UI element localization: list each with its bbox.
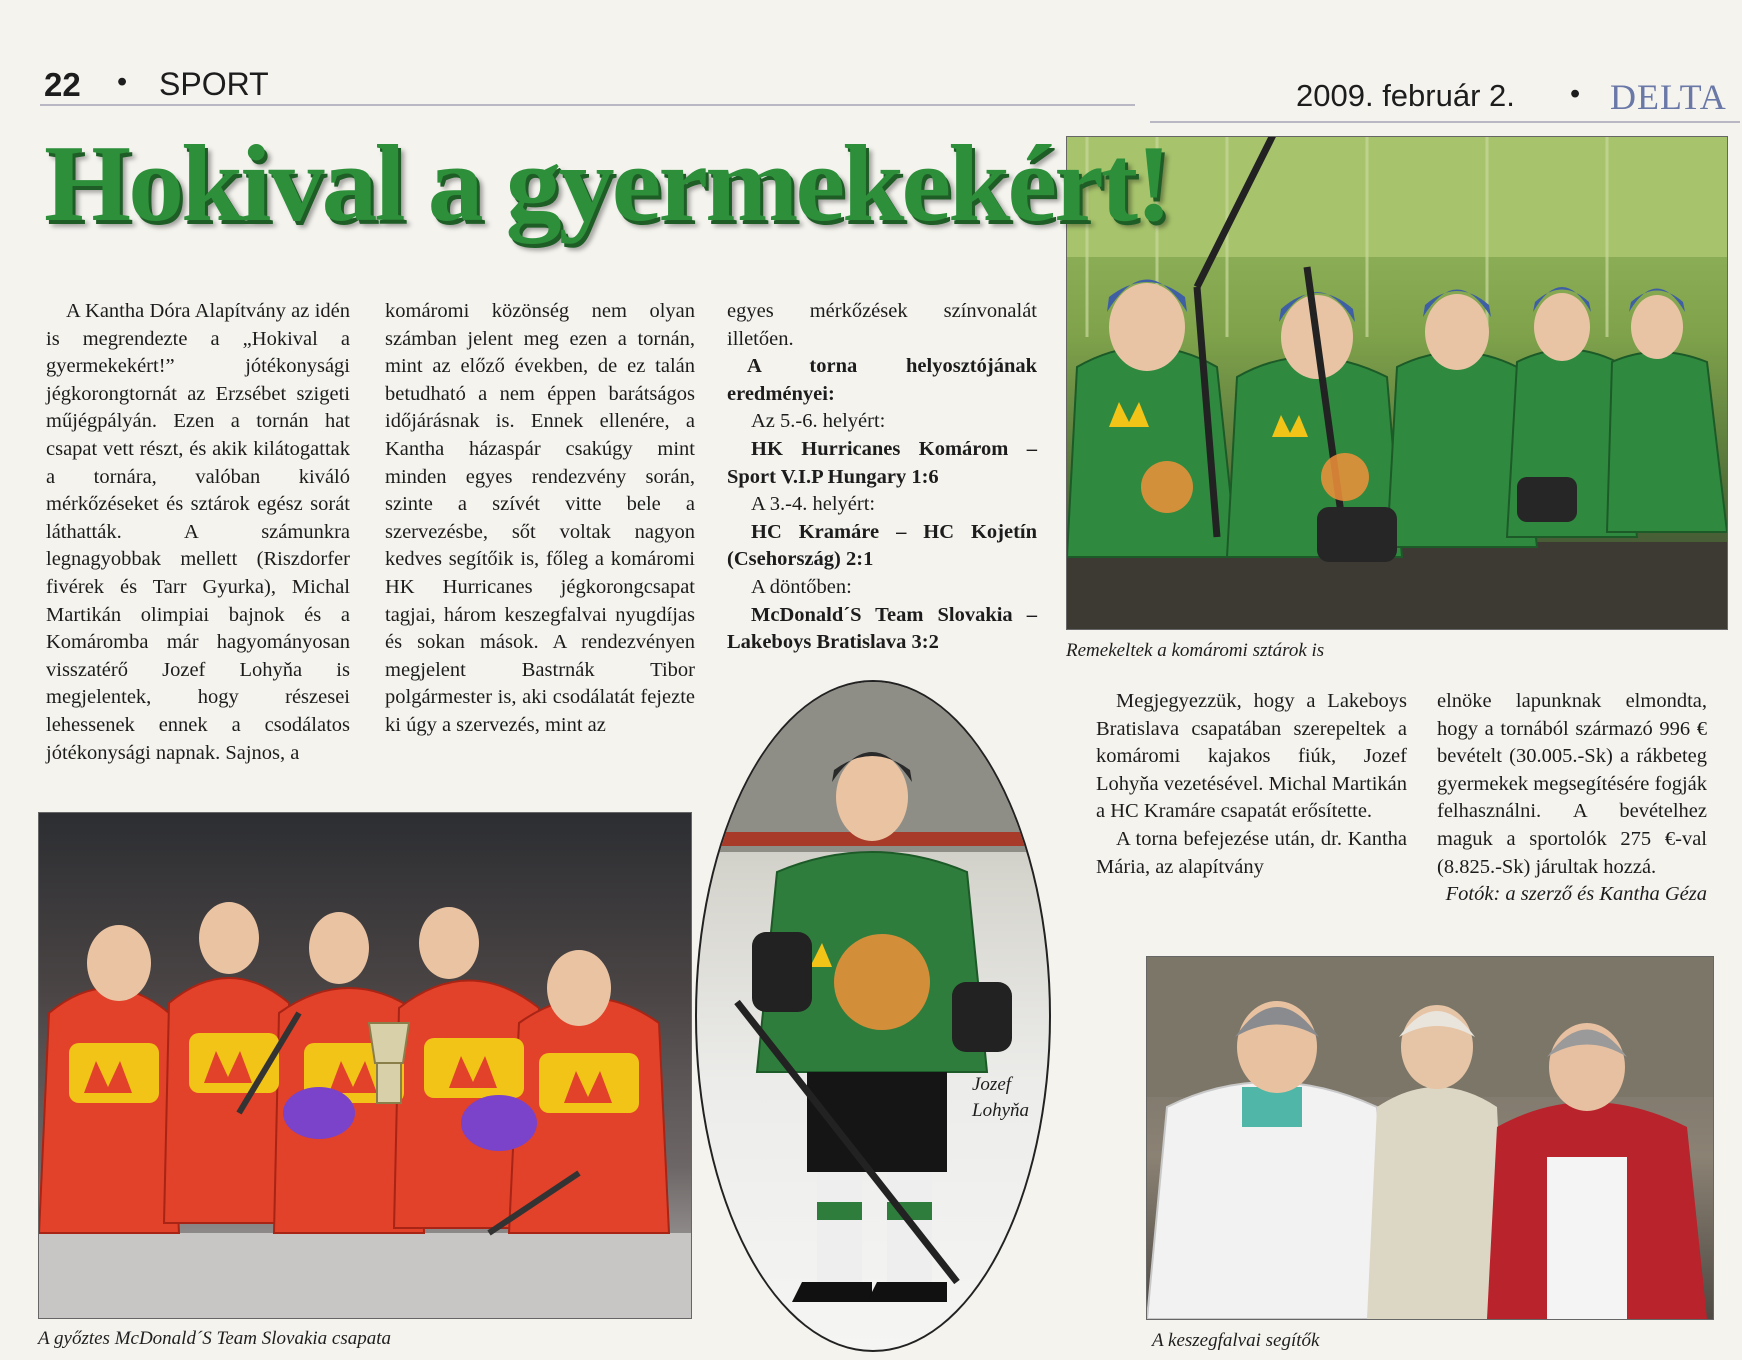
article-paragraph: Megjegyezzük, hogy a Lakeboys Bratislava csapatában szerepeltek a komáromi kajakos fiúk, Jozef Lohyňa vezetésével. Michal Martikán a HC Kramáre csapatát erősítette. — [1096, 690, 1407, 823]
section-name: SPORT — [159, 66, 269, 102]
result-match: HC Kramáre – HC Kojetín (Csehország) 2:1 — [727, 520, 1037, 571]
article-column-1 — [46, 298, 350, 767]
caption-helpers-photo: A keszegfalvai segítők — [1152, 1330, 1320, 1351]
header-rule — [1150, 121, 1740, 123]
article-paragraph: elnöke lapunknak elmondta, hogy a tornából származó 996 € bevételt (30.005.-Sk) a rákbeteg gyermekek megsegítésére fogják felhasználni. A bevételhez maguk a sportolók 275 €-val (8.825.-Sk) járultak hozzá. — [1437, 690, 1707, 878]
header-bullet: • — [117, 66, 128, 98]
article-column-5 — [1437, 688, 1707, 909]
caption-bench-photo: Remekeltek a komáromi sztárok is — [1066, 640, 1325, 661]
result-match: HK Hurricanes Komárom – Sport V.I.P Hungary 1:6 — [727, 437, 1037, 488]
header-bullet: • — [1570, 78, 1581, 110]
article-paragraph: komáromi közönség nem olyan számban jelent meg ezen a tornán, mint az előző években, de ez talán betudható a nem éppen barátságos időjárásnak is. Ennek ellenére, a Kantha házaspár csakúgy mint minden egyes rendezvény során, szinte a szívét vitte bele a szervezésbe, sőt voltak nagyon kedves segítőik is, főleg a komáromi HK Hurricanes jégkorongcsapat tagjai, három keszegfalvai nyugdíjas és sokan mások. A rendezvényen megjelent Bastrnák Tibor polgármester is, aki csodálatát fejezte ki úgy a szervezés, mint az — [385, 300, 695, 736]
article-column-4 — [1096, 688, 1407, 881]
result-label: Az 5.-6. helyért: — [751, 410, 886, 433]
article-column-2 — [385, 298, 695, 740]
player-photo-illustration — [697, 682, 1049, 1350]
photo-helpers — [1146, 956, 1714, 1320]
article-column-3 — [727, 298, 1037, 657]
caption-player-line2: Lohyňa — [972, 1100, 1029, 1121]
result-match: McDonald´S Team Slovakia – Lakeboys Bratislava 3:2 — [727, 603, 1037, 654]
helpers-photo-illustration — [1147, 957, 1713, 1319]
caption-player-line1: Jozef — [972, 1074, 1012, 1095]
result-label: A 3.-4. helyért: — [751, 493, 876, 516]
issue-date: 2009. február 2. — [1296, 78, 1515, 113]
article-paragraph: A Kantha Dóra Alapítvány az idén is megrendezte a „Hokival a gyermekekért!” jótékonysági jégkorongtornát az Erzsébet szigeti műjégpályán. Ezen a tornán hat csapat vett részt, és akik kilátogattak a tornára, valóban kiváló mérkőzéseket és sztárok egész sorát láthatták. A számunkra legnagyobbak mellett (Riszdorfer fivérek és Tarr Gyurka), Michal Martikán olimpiai bajnok és a Komáromba már hagyományosan visszatérő Jozef Lohyňa is megjelentek, hogy részesei lehessenek ennek a csodálatos jótékonysági napnak. Sajnos, a — [46, 300, 350, 764]
article-paragraph: A torna befejezése után, dr. Kantha Mária, az alapítvány — [1096, 827, 1407, 878]
caption-team-photo: A győztes McDonald´S Team Slovakia csapata — [38, 1328, 392, 1349]
article-paragraph: egyes mérkőzések színvonalát illetően. — [727, 300, 1037, 350]
photo-player-oval — [695, 680, 1051, 1352]
article-headline: Hokival a gyermekekért! — [44, 123, 1170, 245]
photo-credit: Fotók: a szerző és Kantha Géza — [1445, 883, 1707, 906]
team-photo-illustration — [39, 813, 691, 1318]
results-heading: A torna helyosztójának eredményei: — [727, 355, 1037, 405]
publication-name: DELTA — [1610, 77, 1727, 117]
result-label: A döntőben: — [751, 575, 852, 598]
page-number: 22 — [44, 66, 81, 103]
photo-winning-team — [38, 812, 692, 1319]
header-rule — [40, 104, 1135, 106]
